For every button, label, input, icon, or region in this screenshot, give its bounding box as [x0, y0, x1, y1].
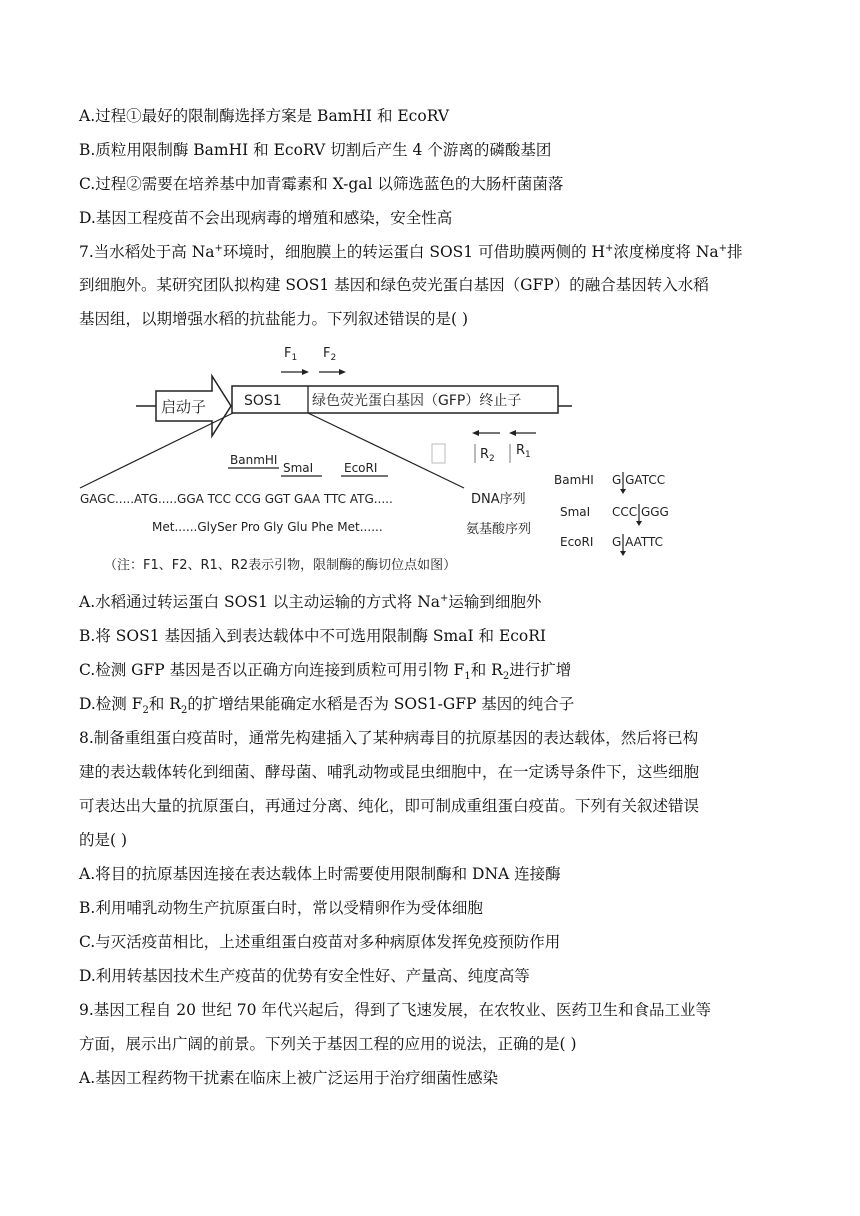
- q8-stem-line-2: 建的表达载体转化到细菌、酵母菌、哺乳动物或昆虫细胞中，在一定诱导条件下，这些细胞: [79, 763, 700, 781]
- q8-stem-line-1: 8.制备重组蛋白疫苗时，通常先构建插入了某种病毒目的抗原基因的表达载体，然后将已构: [79, 729, 699, 747]
- blank-box-2: [474, 444, 476, 463]
- dna-sequence: GAGC.....ATG.....GGA TCC CCG GGT GAA TTC ATG.....: [80, 492, 393, 506]
- expansion-line-left: [80, 413, 233, 488]
- site-smai-sequence: CCC GGG: [612, 505, 669, 519]
- site-bamhi-sequence: G GATCC: [612, 473, 666, 487]
- amino-acid-sequence: Met......GlySer Pro Gly Glu Phe Met......: [152, 520, 383, 534]
- q8-option-d: D.利用转基因技术生产疫苗的优势有安全性好、产量高、纯度高等: [79, 967, 530, 985]
- sos1-label: SOS1: [244, 393, 282, 409]
- primer-f1-label: $F_1$: [284, 346, 298, 363]
- gfp-terminator-label: 绿色荧光蛋白基因（GFP）终止子: [312, 393, 522, 409]
- primer-r2-arrow: [472, 430, 500, 436]
- q8-option-a: A.将目的抗原基因连接在表达载体上时需要使用限制酶和 DNA 连接酶: [79, 865, 561, 883]
- q6-option-a: A.过程①最好的限制酶选择方案是 BamHI 和 EcoRV: [79, 107, 450, 125]
- site-ecori-sequence: G AATTC: [612, 535, 664, 549]
- promoter-label: 启动子: [161, 398, 207, 416]
- q7-option-a: A.水稻通过转运蛋白 SOS1 以主动运输的方式将 Na+运输到细胞外: [79, 592, 542, 611]
- site-ecori-name: EcoRI: [560, 535, 594, 549]
- site-bamhi-name: BamHI: [554, 473, 594, 487]
- dna-sequence-label: DNA序列: [471, 492, 526, 507]
- expansion-line-right: [308, 413, 464, 488]
- q8-option-b: B.利用哺乳动物生产抗原蛋白时，常以受精卵作为受体细胞: [79, 899, 483, 917]
- ecori-cut-arrow: [620, 551, 626, 556]
- smai-cut-arrow: [636, 521, 642, 526]
- site-smai-name: SmaI: [560, 505, 591, 519]
- q7-stem-line-3: 基因组，以期增强水稻的抗盐能力。下列叙述错误的是( ): [79, 310, 469, 328]
- q6-option-b: B.质粒用限制酶 BamHI 和 EcoRV 切割后产生 4 个游离的磷酸基团: [79, 141, 552, 159]
- enzyme-smai-label: SmaI: [283, 461, 314, 475]
- q7-stem-line-1: 7.当水稻处于高 Na+环境时，细胞膜上的转运蛋白 SOS1 可借助膜两侧的 H+浓度梯度将 Na+排: [79, 242, 743, 261]
- q6-option-c: C.过程②需要在培养基中加青霉素和 X-gal 以筛选蓝色的大肠杆菌菌落: [79, 175, 564, 193]
- primer-r1-label: $R_1$: [516, 443, 531, 460]
- primer-f2-label: $F_2$: [323, 346, 337, 363]
- amino-acid-sequence-label: 氨基酸序列: [466, 522, 532, 537]
- primer-r2-label: $R_2$: [480, 447, 495, 464]
- primer-f1-arrow: [281, 369, 309, 375]
- blank-box-3: [509, 444, 511, 463]
- q7-option-b: B.将 SOS1 基因插入到表达载体中不可选用限制酶 SmaI 和 EcoRI: [79, 627, 547, 645]
- blank-box-1: [432, 444, 445, 463]
- primer-r1-arrow: [509, 430, 536, 436]
- q9-stem-line-1: 9.基因工程自 20 世纪 70 年代兴起后，得到了飞速发展，在农牧业、医药卫生和食品工业等: [79, 1001, 711, 1019]
- q7-option-d: D.检测 $F_2$和 $R_2$的扩增结果能确定水稻是否为 SOS1-GFP 基因的纯合子: [79, 695, 575, 717]
- fusion-gene-figure: [76, 336, 686, 586]
- q9-stem-line-2: 方面，展示出广阔的前景。下列关于基因工程的应用的说法，正确的是( ): [79, 1035, 577, 1053]
- enzyme-ecori-label: EcoRI: [344, 461, 378, 475]
- q8-stem-line-3: 可表达出大量的抗原蛋白，再通过分离、纯化，即可制成重组蛋白疫苗。下列有关叙述错误: [79, 797, 700, 815]
- q9-option-a: A.基因工程药物干扰素在临床上被广泛运用于治疗细菌性感染: [79, 1069, 499, 1087]
- q6-option-d: D.基因工程疫苗不会出现病毒的增殖和感染，安全性高: [79, 209, 453, 227]
- q8-stem-line-4: 的是( ): [79, 831, 128, 849]
- q7-stem-line-2: 到细胞外。某研究团队拟构建 SOS1 基因和绿色荧光蛋白基因（GFP）的融合基因转入水稻: [79, 276, 709, 294]
- bamhi-cut-arrow: [620, 489, 626, 494]
- primer-f2-arrow: [319, 369, 346, 375]
- q7-option-c: C.检测 GFP 基因是否以正确方向连接到质粒可用引物 $F_1$和 $R_2$进行扩增: [79, 661, 572, 683]
- q8-option-c: C.与灭活疫苗相比，上述重组蛋白疫苗对多种病原体发挥免疫预防作用: [79, 933, 561, 951]
- figure-note: （注：F1、F2、R1、R2表示引物，限制酶的酶切位点如图）: [104, 558, 457, 573]
- enzyme-bamhi-label: BanmHI: [230, 453, 278, 467]
